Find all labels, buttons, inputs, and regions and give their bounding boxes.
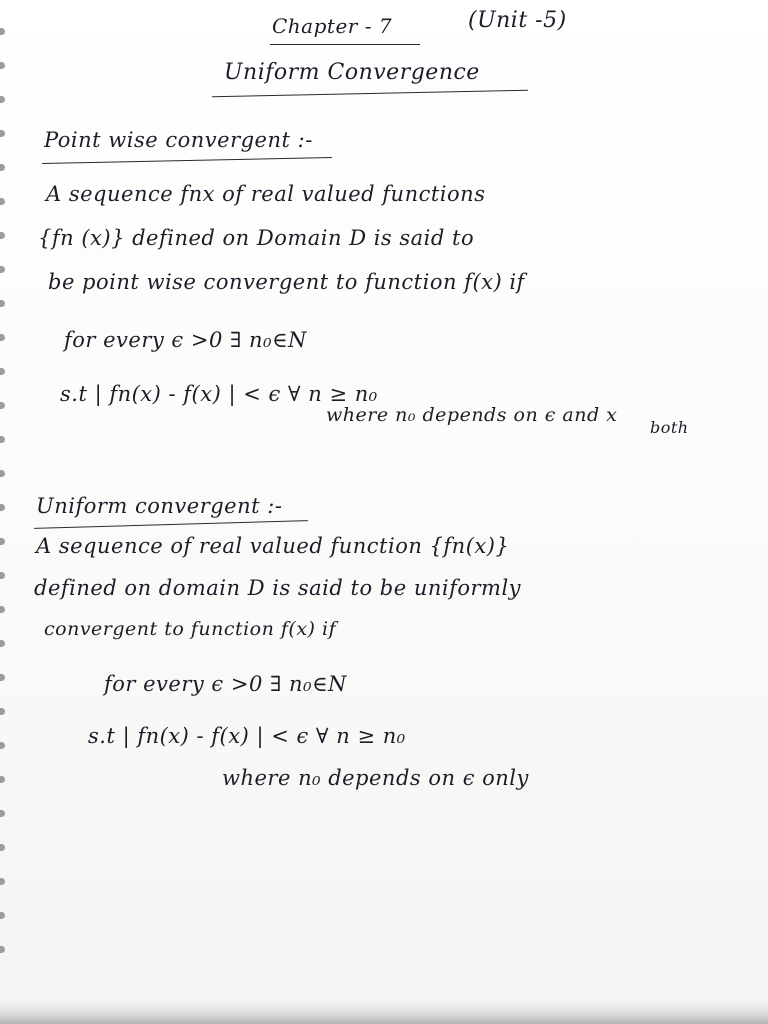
uniform-line-4: for every ϵ >0 ∃ n₀∈N [104, 672, 347, 696]
binding-hole [0, 198, 5, 205]
uniform-heading-underline [34, 520, 308, 529]
uniform-line-6: where n₀ depends on ϵ only [222, 766, 529, 790]
uniform-line-2: defined on domain D is said to be uniformly [34, 576, 522, 600]
uniform-line-5: s.t | fn(x) - f(x) | < ϵ ∀ n ≥ n₀ [88, 724, 406, 748]
binding-hole [0, 742, 5, 749]
binding-hole [0, 878, 5, 885]
binding-hole [0, 844, 5, 851]
pointwise-heading: Point wise convergent :- [44, 128, 313, 152]
unit-label: (Unit -5) [468, 8, 567, 33]
pointwise-line-4: for every ϵ >0 ∃ n₀∈N [64, 328, 307, 352]
binding-hole [0, 912, 5, 919]
pointwise-line-6: where n₀ depends on ϵ and x [326, 404, 618, 426]
binding-hole [0, 538, 5, 545]
uniform-line-3: convergent to function f(x) if [44, 618, 337, 640]
binding-hole [0, 232, 5, 239]
binding-hole [0, 334, 5, 341]
binding-hole [0, 640, 5, 647]
title-underline [212, 90, 528, 98]
binding-hole [0, 674, 5, 681]
pointwise-line-5: s.t | fn(x) - f(x) | < ϵ ∀ n ≥ n₀ [60, 382, 378, 406]
binding-hole [0, 368, 5, 375]
binding-hole [0, 164, 5, 171]
uniform-line-1: A sequence of real valued function {fn(x)} [36, 534, 510, 558]
binding-hole [0, 776, 5, 783]
binding-hole [0, 504, 5, 511]
binding-hole [0, 130, 5, 137]
chapter-label: Chapter - 7 [272, 14, 393, 38]
binding-hole [0, 436, 5, 443]
chapter-underline [270, 44, 420, 45]
binding-hole [0, 810, 5, 817]
binding-hole [0, 96, 5, 103]
binding-hole [0, 266, 5, 273]
pointwise-line-3: be point wise convergent to function f(x) if [48, 270, 525, 294]
uniform-heading: Uniform convergent :- [36, 494, 283, 518]
pointwise-line-7: both [650, 418, 689, 437]
binding-hole [0, 62, 5, 69]
binding-hole [0, 402, 5, 409]
binding-hole [0, 708, 5, 715]
binding-hole [0, 28, 5, 35]
pointwise-line-2: {fn (x)} defined on Domain D is said to [38, 226, 475, 250]
pointwise-heading-underline [42, 157, 332, 164]
binding-hole [0, 572, 5, 579]
binding-hole [0, 606, 5, 613]
page-title: Uniform Convergence [224, 60, 480, 85]
pointwise-line-1: A sequence fnx of real valued functions [46, 182, 486, 206]
page-bottom-shadow [0, 1000, 768, 1024]
binding-hole [0, 946, 5, 953]
binding-hole [0, 470, 5, 477]
binding-hole [0, 300, 5, 307]
spiral-binding [0, 0, 10, 1024]
